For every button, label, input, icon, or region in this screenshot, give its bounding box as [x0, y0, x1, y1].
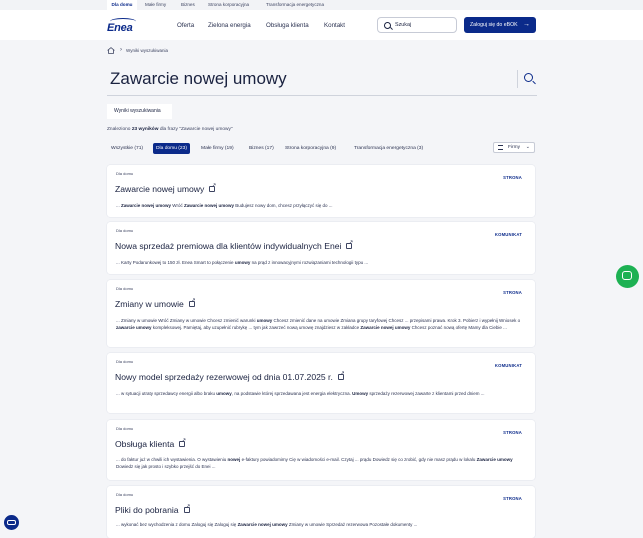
nav-oferta[interactable]: Oferta — [177, 22, 195, 29]
result-title-link[interactable] — [115, 241, 352, 251]
search-icon — [384, 22, 391, 29]
snippet-text: na prąd z innowacyjnymi rozwiązaniami technologii typu ... — [250, 260, 369, 265]
breadcrumb-separator: › — [120, 47, 122, 53]
result-category: Dla domu — [116, 171, 134, 176]
snippet-text: Zmiany w umowie Sprzedaż rezerwowa Pozostałe dokumenty ... — [287, 522, 418, 527]
external-link-icon — [184, 507, 190, 513]
nav-kontakt[interactable]: Kontakt — [324, 22, 345, 29]
snippet-highlight: Umowy — [352, 391, 369, 396]
snippet-text: Chcesz zmienić dane na umowie Zmiana grupy taryfowej Chcesz ... przepisami prawa. Krok 3. Pobierz i wypełnij Wniosek o — [272, 318, 521, 323]
result-snippet — [116, 202, 525, 209]
result-title: Nowa sprzedaż premiowa dla klientów indywidualnych Enei — [115, 241, 342, 251]
result-category: Dla domu — [116, 286, 134, 291]
search-input[interactable] — [377, 17, 457, 33]
found-suffix: dla frazy "Zawarcie nowej umowy" — [159, 127, 233, 132]
result-card — [107, 280, 535, 347]
filter-tab-wszystkie[interactable]: Wszystkie (71) — [111, 146, 144, 151]
login-ebok-button[interactable] — [464, 17, 536, 33]
external-link-icon — [189, 301, 195, 307]
external-link-icon — [209, 186, 215, 192]
snippet-text: , na podstawie której sprzedawana jest energia elektryczna. — [231, 391, 353, 396]
result-title: Obsługa klienta — [115, 439, 175, 449]
snippet-highlight: Zawarcie nowej umowy — [237, 522, 288, 527]
enea-logo[interactable] — [107, 18, 147, 34]
nav-obsluga-klienta[interactable]: Obsługa klienta — [266, 22, 309, 29]
search-placeholder: Szukaj — [395, 22, 412, 28]
result-category: Dla domu — [116, 492, 134, 497]
result-snippet — [116, 390, 525, 397]
search-underline — [107, 95, 537, 96]
filter-tab-strona-korporacyjna[interactable]: Strona korporacyjna (9) — [285, 146, 337, 151]
result-card — [107, 486, 535, 538]
logo-wordmark: Enea — [107, 22, 133, 34]
result-title: Nowy model sprzedaży rezerwowej od dnia 01.07.2025 r. — [115, 372, 333, 382]
found-prefix: Znaleziono — [107, 127, 131, 132]
filter-tab-dla-domu[interactable]: Dla domu (23) — [153, 143, 190, 154]
result-snippet — [116, 521, 525, 528]
result-title: Pliki do pobrania — [115, 505, 179, 515]
filter-tab-biznes[interactable]: Biznes (17) — [249, 146, 274, 151]
search-divider — [517, 70, 518, 88]
snippet-text: ... do faktur już w chwili ich wystawienia. O wystawieniu — [116, 457, 228, 462]
result-title-link[interactable] — [115, 299, 195, 309]
breadcrumb-current: Wyniki wyszukiwania — [126, 48, 168, 53]
result-type-badge: STRONA — [503, 496, 522, 501]
arrow-right-icon: → — [523, 21, 530, 28]
chat-button[interactable] — [616, 265, 639, 288]
filter-icon — [498, 145, 503, 150]
result-snippet — [116, 456, 525, 470]
snippet-text: ... wykonać bez wychodzenia z domu Zaloguj się Zaloguj się — [116, 522, 238, 527]
filter-tab-transformacja[interactable]: Transformacja energetyczna (3) — [354, 146, 424, 151]
result-title: Zawarcie nowej umowy — [115, 184, 205, 194]
result-category: Dla domu — [116, 359, 134, 364]
snippet-text: Budujesz nowy dom, chcesz przyłączyć się do ... — [233, 203, 333, 208]
segment-tab-dla-domu[interactable]: Dla domu — [107, 0, 137, 11]
result-snippet — [116, 317, 525, 331]
result-type-badge: STRONA — [503, 290, 522, 295]
chat-icon — [622, 271, 632, 280]
filter-tab-male-firmy[interactable]: Małe firmy (19) — [201, 146, 234, 151]
result-title-link[interactable] — [115, 184, 215, 194]
snippet-highlight: Zawarcie umowy — [476, 457, 513, 462]
snippet-text: Dowiedz się jak prosto i szybko przejść do Enei ... — [116, 464, 216, 470]
segment-tab-transformacja[interactable]: Transformacja energetyczna — [266, 2, 325, 7]
main-header — [0, 10, 643, 40]
nav-zielona-energia[interactable]: Zielona energia — [208, 22, 251, 29]
snippet-text: e-faktury powiadomimy Cię w wiadomości e-mail. Czytaj ... prądu Dowiedz się co zrobić, gdy nie masz prądu w lokalu — [240, 457, 477, 462]
snippet-highlight: Zawarcie nowej umowy — [121, 203, 172, 208]
snippet-text: ... Karty Podarunkowej to 150 zł. Enea Smart to połączenie — [116, 260, 235, 265]
segment-bar — [0, 0, 643, 10]
accessibility-button[interactable] — [4, 515, 19, 530]
segment-dropdown[interactable] — [493, 142, 535, 153]
result-type-badge: STRONA — [503, 430, 522, 435]
result-title-link[interactable] — [115, 505, 190, 515]
segment-tab-strona-korporacyjna[interactable]: Strona korporacyjna — [208, 2, 250, 7]
home-icon[interactable] — [107, 47, 115, 54]
chevron-down-icon: ⌄ — [525, 144, 530, 150]
results-tab[interactable]: Wyniki wyszukiwania — [107, 104, 172, 119]
search-submit-icon[interactable] — [524, 73, 533, 82]
result-type-badge: KOMUNIKAT — [494, 232, 522, 237]
result-type-badge: STRONA — [503, 175, 522, 180]
external-link-icon — [179, 441, 185, 447]
snippet-highlight: nowej — [227, 457, 241, 462]
snippet-text: ... w sytuacji utraty sprzedawcy energii albo braku — [116, 391, 217, 396]
snippet-text: ... Zmiany w umowie Wróć Zmiany w umowie Chcesz zmienić warunki — [116, 318, 257, 323]
dropdown-label: Firmy — [508, 145, 520, 150]
snippet-highlight: umowy — [256, 318, 273, 323]
snippet-text: kompleksowej. Pamiętaj, aby uzupełnić rubrykę ... tym jak zawrzeć nową umowę znajdziesz w zakładce — [151, 325, 361, 331]
found-count: 23 wyników — [131, 127, 159, 132]
result-type-badge: KOMUNIKAT — [494, 363, 522, 368]
segment-tab-male-firmy[interactable]: Małe firmy — [145, 2, 167, 7]
result-card — [107, 420, 535, 480]
result-title-link[interactable] — [115, 372, 344, 382]
snippet-highlight: umowy — [216, 391, 232, 396]
result-title: Zmiany w umowie — [115, 299, 184, 309]
snippet-text: Wróć — [171, 203, 184, 208]
snippet-highlight: Zawarcie nowej umowy — [360, 325, 411, 331]
login-label: Zaloguj się do eBOK — [470, 22, 518, 28]
snippet-highlight: Zawarcie nowej umowy — [183, 203, 234, 208]
snippet-highlight: umowy — [234, 260, 251, 265]
result-title-link[interactable] — [115, 439, 185, 449]
snippet-text: ... — [116, 203, 122, 208]
search-query-input[interactable]: Zawarcie nowej umowy — [110, 69, 287, 88]
result-snippet — [116, 259, 525, 266]
result-card — [107, 222, 535, 274]
result-card — [107, 353, 535, 413]
accessibility-icon — [7, 520, 16, 525]
result-card — [107, 165, 535, 217]
external-link-icon — [346, 243, 352, 249]
segment-tab-biznes[interactable]: Biznes — [181, 2, 195, 7]
result-category: Dla domu — [116, 228, 134, 233]
snippet-highlight: zawarcie umowy — [116, 325, 152, 331]
result-category: Dla domu — [116, 426, 134, 431]
results-count — [107, 127, 233, 132]
external-link-icon — [338, 374, 344, 380]
snippet-text: Chcesz poznać nową ofertę Mamy dla Ciebie ... — [410, 325, 507, 331]
snippet-text: sprzedaży rezerwowej zawarte z klientami przed dniem ... — [368, 391, 485, 396]
